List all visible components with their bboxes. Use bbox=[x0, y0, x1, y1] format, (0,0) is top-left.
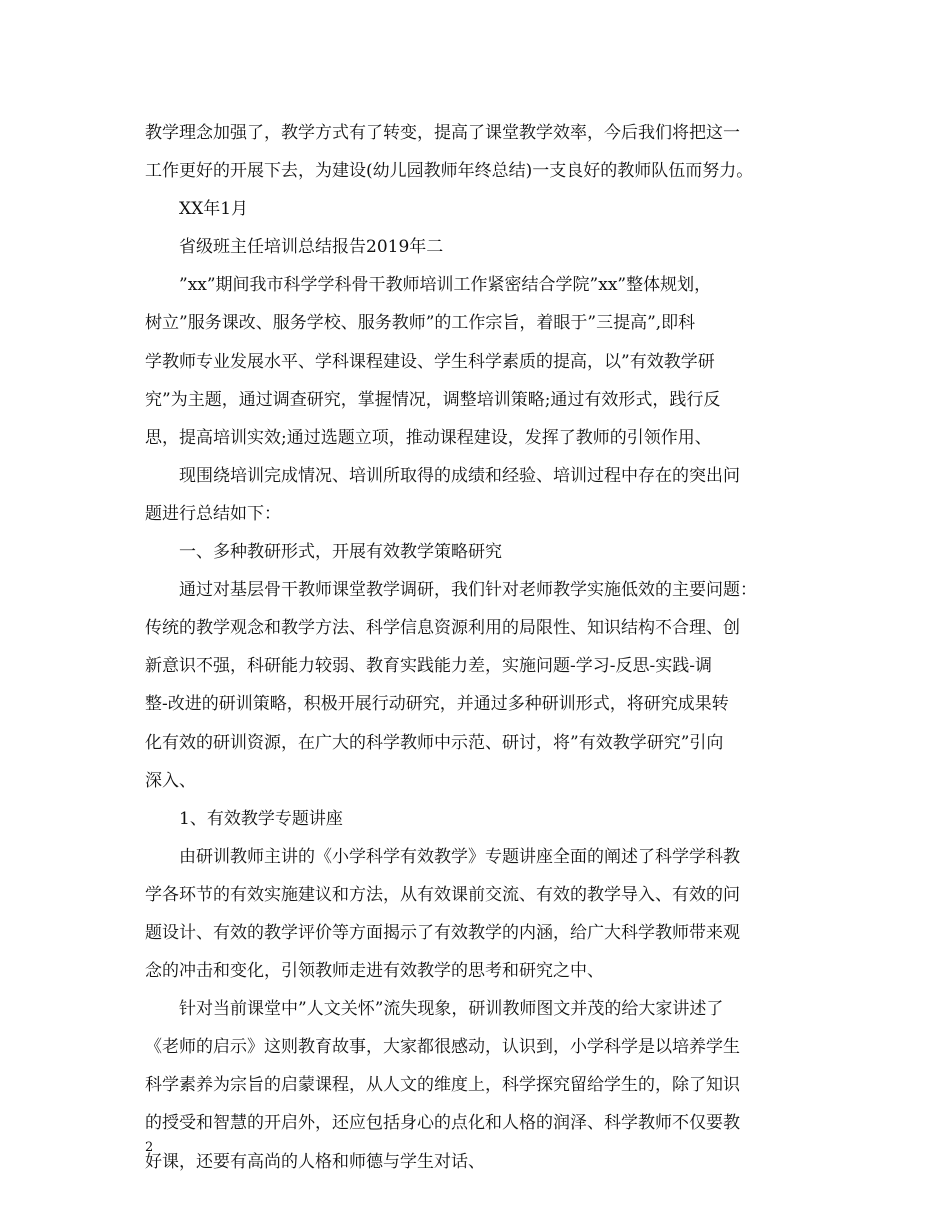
text-line: 教学理念加强了，教学方式有了转变，提高了课堂教学效率，今后我们将把这一 bbox=[145, 123, 740, 143]
text-line: 深入、 bbox=[145, 770, 196, 791]
text-line: 学教师专业发展水平、学科课程建设、学生科学素质的提高，以”有效教学研 bbox=[145, 351, 715, 372]
text-line: 的授受和智慧的开启外，还应包括身心的点化和人格的润泽、科学教师不仅要教 bbox=[145, 1113, 740, 1134]
text-line: 念的冲击和变化，引领教师走进有效教学的思考和研究之中、 bbox=[145, 961, 604, 982]
text-line: 工作更好的开展下去，为建设(幼儿园教师年终总结)一支良好的教师队伍而努力。 bbox=[145, 161, 754, 182]
text-line: 通过对基层骨干教师课堂教学调研，我们针对老师教学实施低效的主要问题： bbox=[179, 580, 757, 601]
text-line: 针对当前课堂中”人文关怀”流失现象，研训教师图文并茂的给大家讲述了 bbox=[179, 999, 724, 1020]
document-body bbox=[145, 114, 825, 1181]
text-line: 好课，还要有高尚的人格和师德与学生对话、 bbox=[145, 1151, 485, 1172]
text-line: 学各环节的有效实施建议和方法，从有效课前交流、有效的教学导入、有效的问 bbox=[145, 884, 740, 905]
text-line: 新意识不强，科研能力较弱、教育实践能力差，实施问题-学习-反思-实践-调 bbox=[145, 656, 712, 677]
page-number: 2 bbox=[145, 1140, 154, 1155]
text-line: 现围绕培训完成情况、培训所取得的成绩和经验、培训过程中存在的突出问 bbox=[179, 465, 740, 486]
text-line: XX年1月 bbox=[179, 199, 249, 220]
text-line: 究”为主题，通过调查研究，掌握情况，调整培训策略;通过有效形式，践行反 bbox=[145, 389, 721, 410]
text-line: 1、有效教学专题讲座 bbox=[179, 808, 343, 829]
text-line: 树立”服务课改、服务学校、服务教师”的工作宗旨，着眼于”三提高”,即科 bbox=[145, 313, 696, 334]
text-line: 科学素养为宗旨的启蒙课程，从人文的维度上，科学探究留给学生的，除了知识 bbox=[145, 1075, 740, 1096]
text-line: ”xx”期间我市科学学科骨干教师培训工作紧密结合学院”xx”整体规划， bbox=[179, 275, 712, 296]
text-line: 题进行总结如下： bbox=[145, 503, 281, 524]
text-line: 题设计、有效的教学评价等方面揭示了有效教学的内涵，给广大科学教师带来观 bbox=[145, 922, 740, 943]
text-line: 思，提高培训实效;通过选题立项，推动课程建设，发挥了教师的引领作用、 bbox=[145, 427, 712, 448]
text-line: 传统的教学观念和教学方法、科学信息资源利用的局限性、知识结构不合理、创 bbox=[145, 618, 740, 639]
text-line: 《老师的启示》这则教育故事，大家都很感动，认识到，小学科学是以培养学生 bbox=[145, 1037, 740, 1058]
text-line: 整-改进的研训策略，积极开展行动研究，并通过多种研训形式，将研究成果转 bbox=[145, 694, 729, 715]
text-line: 一、多种教研形式，开展有效教学策略研究 bbox=[179, 542, 502, 563]
text-line: 由研训教师主讲的《小学科学有效教学》专题讲座全面的阐述了科学学科教 bbox=[179, 846, 740, 867]
text-line: 化有效的研训资源，在广大的科学教师中示范、研讨，将”有效教学研究”引向 bbox=[145, 732, 724, 753]
text-line: 省级班主任培训总结报告2019年二 bbox=[179, 237, 444, 258]
